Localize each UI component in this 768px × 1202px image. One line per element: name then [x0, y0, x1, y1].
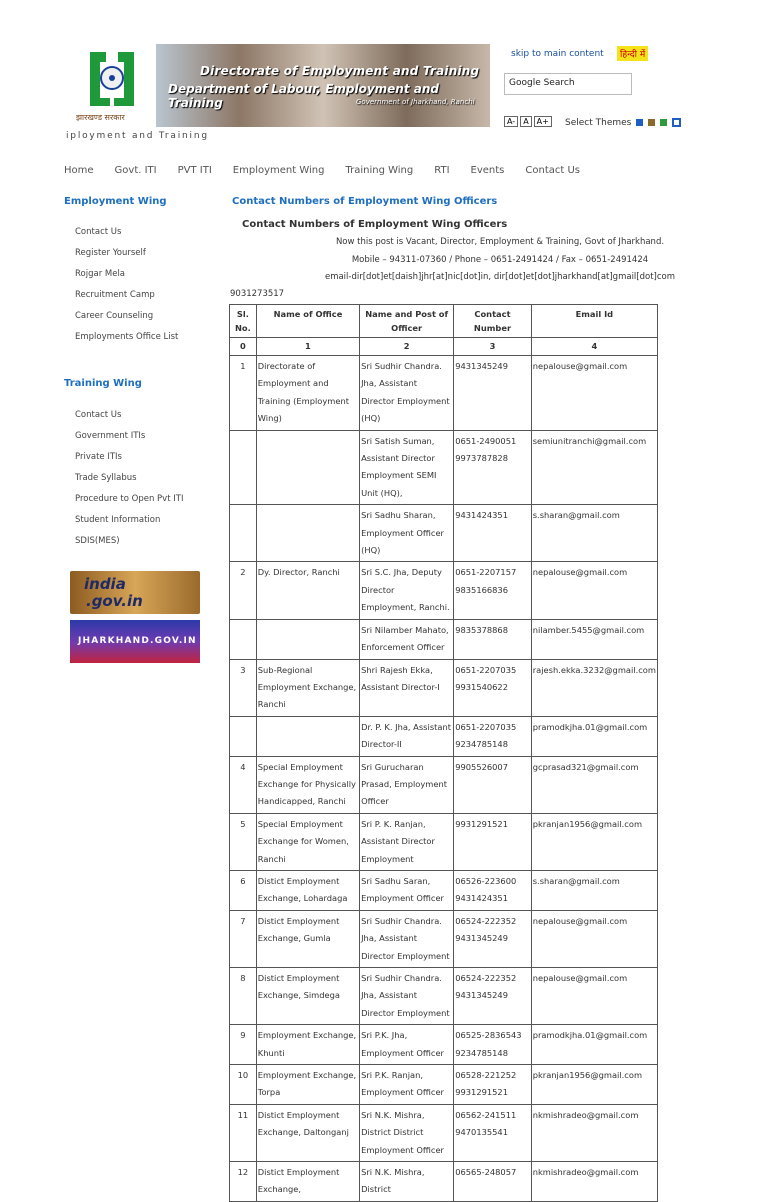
logo-caption: झारखण्ड सरकार: [76, 113, 125, 122]
table-cell: Sri Nilamber Mahato, Enforcement Officer: [360, 619, 454, 659]
table-cell: s.sharan@gmail.com: [531, 505, 657, 562]
table-cell: 11: [230, 1104, 257, 1161]
table-cell: Sub-Regional Employment Exchange, Ranchi: [256, 659, 359, 716]
table-cell: pkranjan1956@gmail.com: [531, 1065, 657, 1105]
table-cell: [230, 619, 257, 659]
table-cell: Directorate of Employment and Training (Employment Wing): [256, 356, 359, 431]
table-cell: 06524-222352 9431345249: [454, 910, 532, 967]
table-cell: [256, 430, 359, 505]
table-cell: Sri Sudhir Chandra. Jha, Assistant Director Employment: [360, 910, 454, 967]
themes-label: Select Themes: [565, 118, 632, 128]
sidebar-item-procedure-pvt-iti[interactable]: Procedure to Open Pvt ITI: [75, 494, 184, 504]
table-row: [230, 813, 658, 870]
col-header-email: Email Id: [531, 305, 657, 338]
table-cell: Sri Gurucharan Prasad, Employment Officer: [360, 756, 454, 813]
table-cell: 9931291521: [454, 813, 532, 870]
table-cell: Employment Exchange, Khunti: [256, 1025, 359, 1065]
table-row: [230, 1162, 658, 1202]
google-search-input[interactable]: Google Search: [504, 73, 632, 95]
table-header-row: [230, 305, 658, 338]
table-cell: 0651-2490051 9973787828: [454, 430, 532, 505]
table-cell: 5: [230, 813, 257, 870]
table-cell: [256, 505, 359, 562]
nav-rti[interactable]: RTI: [434, 165, 450, 176]
site-title-strip: iployment and Training: [66, 131, 209, 141]
font-normal-button[interactable]: A: [520, 116, 531, 127]
table-cell: pramodkjha.01@gmail.com: [531, 716, 657, 756]
content-heading: Contact Numbers of Employment Wing Officers: [232, 196, 498, 207]
table-row: [230, 756, 658, 813]
table-cell: 2: [360, 338, 454, 356]
table-cell: 06562-241511 9470135541: [454, 1104, 532, 1161]
nav-training-wing[interactable]: Training Wing: [345, 165, 414, 176]
table-cell: 3: [454, 338, 532, 356]
content-subheading: Contact Numbers of Employment Wing Officers: [242, 219, 508, 230]
font-increase-button[interactable]: A+: [534, 116, 552, 127]
table-cell: Dy. Director, Ranchi: [256, 562, 359, 619]
table-cell: 12: [230, 1162, 257, 1202]
sidebar-employment-list: [75, 227, 178, 353]
col-header-sl: Sl. No.: [230, 305, 257, 338]
sidebar-item-employments-office-list[interactable]: Employments Office List: [75, 332, 179, 342]
table-cell: Distict Employment Exchange, Gumla: [256, 910, 359, 967]
officers-table: [229, 304, 658, 1202]
table-index-row: [230, 338, 658, 356]
col-header-officer: Name and Post of Officer: [360, 305, 454, 338]
sidebar-training-heading: Training Wing: [64, 378, 142, 389]
table-cell: Distict Employment Exchange,: [256, 1162, 359, 1202]
banner-title-1: Directorate of Employment and Training: [200, 64, 480, 78]
table-cell: 0: [230, 338, 257, 356]
table-cell: 1: [256, 338, 359, 356]
table-cell: s.sharan@gmail.com: [531, 870, 657, 910]
table-cell: nepalouse@gmail.com: [531, 356, 657, 431]
table-row: [230, 870, 658, 910]
extra-phone-number: 9031273517: [230, 289, 285, 299]
table-cell: Employment Exchange, Torpa: [256, 1065, 359, 1105]
col-header-office: Name of Office: [256, 305, 359, 338]
table-cell: Special Employment Exchange for Physically Handicapped, Ranchi: [256, 756, 359, 813]
table-cell: 9431424351: [454, 505, 532, 562]
table-cell: 8: [230, 968, 257, 1025]
sidebar-item-private-itis[interactable]: Private ITIs: [75, 452, 122, 462]
table-cell: nkmishradeo@gmail.com: [531, 1162, 657, 1202]
sidebar-item-rojgar-mela[interactable]: Rojgar Mela: [75, 269, 126, 279]
table-row: [230, 968, 658, 1025]
table-cell: Sri Sudhir Chandra. Jha, Assistant Director Employment (HQ): [360, 356, 454, 431]
table-row: [230, 910, 658, 967]
table-cell: 06565-248057: [454, 1162, 532, 1202]
banner-title-2: Department of Labour, Employment and Training: [168, 82, 439, 110]
table-cell: 9: [230, 1025, 257, 1065]
table-cell: [230, 505, 257, 562]
table-cell: [230, 430, 257, 505]
sidebar-item-trade-syllabus[interactable]: Trade Syllabus: [75, 473, 137, 483]
table-cell: 0651-2207035 9931540622: [454, 659, 532, 716]
table-cell: Distict Employment Exchange, Daltonganj: [256, 1104, 359, 1161]
table-cell: 0651-2207157 9835166836: [454, 562, 532, 619]
india-gov-banner[interactable]: [70, 571, 200, 614]
table-cell: Sri P.K. Ranjan, Employment Officer: [360, 1065, 454, 1105]
table-cell: Distict Employment Exchange, Lohardaga: [256, 870, 359, 910]
theme-white-swatch[interactable]: [672, 118, 681, 127]
table-cell: gcprasad321@gmail.com: [531, 756, 657, 813]
theme-blue-swatch[interactable]: [636, 119, 643, 126]
theme-green-swatch[interactable]: [660, 119, 667, 126]
table-cell: 4: [531, 338, 657, 356]
table-cell: [256, 619, 359, 659]
table-row: [230, 659, 658, 716]
skip-to-content-link[interactable]: skip to main content: [511, 49, 604, 59]
table-cell: Distict Employment Exchange, Simdega: [256, 968, 359, 1025]
nav-contact-us[interactable]: Contact Us: [525, 165, 581, 176]
table-cell: 4: [230, 756, 257, 813]
table-cell: Sri P. K. Ranjan, Assistant Director Employment: [360, 813, 454, 870]
table-cell: nilamber.5455@gmail.com: [531, 619, 657, 659]
sidebar-item-student-information[interactable]: Student Information: [75, 515, 161, 525]
main-nav: [64, 165, 601, 176]
sidebar-item-register-yourself[interactable]: Register Yourself: [75, 248, 146, 258]
sidebar-training-list: [75, 410, 183, 557]
india-gov-text-1: india: [84, 575, 126, 593]
sidebar-item-government-itis[interactable]: Government ITIs: [75, 431, 146, 441]
table-row: [230, 430, 658, 505]
table-cell: [230, 716, 257, 756]
table-cell: pramodkjha.01@gmail.com: [531, 1025, 657, 1065]
table-row: [230, 716, 658, 756]
table-row: [230, 1104, 658, 1161]
header-banner: [156, 44, 490, 127]
table-cell: [256, 716, 359, 756]
nav-home[interactable]: Home: [64, 165, 94, 176]
table-cell: 1: [230, 356, 257, 431]
col-header-contact: Contact Number: [454, 305, 532, 338]
table-cell: 0651-2207035 9234785148: [454, 716, 532, 756]
table-cell: nepalouse@gmail.com: [531, 562, 657, 619]
sidebar-item-recruitment-camp[interactable]: Recruitment Camp: [75, 290, 155, 300]
table-cell: 6: [230, 870, 257, 910]
table-row: [230, 619, 658, 659]
sidebar-item-career-counseling[interactable]: Career Counseling: [75, 311, 154, 321]
theme-brown-swatch[interactable]: [648, 119, 655, 126]
director-emails: email-dir[dot]et[daish]jhr[at]nic[dot]in, dir[dot]et[dot]jharkhand[at]gmail[dot]com: [324, 272, 676, 282]
nav-pvt-iti[interactable]: PVT ITI: [177, 165, 212, 176]
table-cell: Sri S.C. Jha, Deputy Director Employment, Ranchi.: [360, 562, 454, 619]
table-cell: 3: [230, 659, 257, 716]
table-cell: 7: [230, 910, 257, 967]
table-cell: rajesh.ekka.3232@gmail.com: [531, 659, 657, 716]
table-cell: 06528-221252 9931291521: [454, 1065, 532, 1105]
table-row: [230, 1065, 658, 1105]
director-contact-numbers: Mobile – 94311-07360 / Phone – 0651-2491424 / Fax – 0651-2491424: [351, 255, 649, 265]
table-cell: semiunitranchi@gmail.com: [531, 430, 657, 505]
table-cell: Sri N.K. Mishra, District: [360, 1162, 454, 1202]
india-gov-text-2: .gov.in: [86, 592, 143, 610]
table-cell: 06525-2836543 9234785148: [454, 1025, 532, 1065]
table-row: [230, 505, 658, 562]
table-cell: 9835378868: [454, 619, 532, 659]
table-cell: nkmishradeo@gmail.com: [531, 1104, 657, 1161]
table-cell: Sri N.K. Mishra, District District Employment Officer: [360, 1104, 454, 1161]
table-cell: 10: [230, 1065, 257, 1105]
sidebar-item-contact-us[interactable]: Contact Us: [75, 227, 122, 237]
table-cell: 06526-223600 9431424351: [454, 870, 532, 910]
table-cell: 9905526007: [454, 756, 532, 813]
table-cell: Sri Sadhu Sharan, Employment Officer (HQ): [360, 505, 454, 562]
table-cell: Sri Sadhu Saran, Employment Officer: [360, 870, 454, 910]
theme-selector: [565, 118, 681, 128]
table-row: [230, 1025, 658, 1065]
table-row: [230, 562, 658, 619]
table-cell: Dr. P. K. Jha, Assistant Director-II: [360, 716, 454, 756]
table-cell: 06524-222352 9431345249: [454, 968, 532, 1025]
hindi-language-link[interactable]: हिन्दी में: [617, 46, 648, 61]
jharkhand-gov-text: JHARKHAND.GOV.IN: [78, 636, 197, 646]
sidebar-item-training-contact-us[interactable]: Contact Us: [75, 410, 122, 420]
table-cell: nepalouse@gmail.com: [531, 968, 657, 1025]
table-cell: Sri Satish Suman, Assistant Director Employment SEMI Unit (HQ),: [360, 430, 454, 505]
nav-employment-wing[interactable]: Employment Wing: [232, 165, 325, 176]
jharkhand-gov-banner[interactable]: [70, 620, 200, 663]
font-decrease-button[interactable]: A-: [504, 116, 518, 127]
table-cell: pkranjan1956@gmail.com: [531, 813, 657, 870]
table-cell: Sri P.K. Jha, Employment Officer: [360, 1025, 454, 1065]
table-cell: Sri Sudhir Chandra. Jha, Assistant Director Employment: [360, 968, 454, 1025]
director-vacant-note: Now this post is Vacant, Director, Employment & Training, Govt of Jharkhand.: [335, 237, 665, 247]
sidebar-item-sdis-mes[interactable]: SDIS(MES): [75, 536, 120, 546]
font-size-controls: [504, 116, 552, 127]
sidebar-employment-heading: Employment Wing: [64, 196, 167, 207]
table-cell: 2: [230, 562, 257, 619]
nav-events[interactable]: Events: [470, 165, 505, 176]
nav-govt-iti[interactable]: Govt. ITI: [114, 165, 157, 176]
table-cell: Special Employment Exchange for Women, Ranchi: [256, 813, 359, 870]
table-cell: 9431345249: [454, 356, 532, 431]
table-cell: Shri Rajesh Ekka, Assistant Director-I: [360, 659, 454, 716]
table-row: [230, 356, 658, 431]
table-cell: nepalouse@gmail.com: [531, 910, 657, 967]
jharkhand-logo: [80, 48, 144, 110]
banner-subtitle: Government of Jharkhand, Ranchi: [356, 98, 475, 106]
